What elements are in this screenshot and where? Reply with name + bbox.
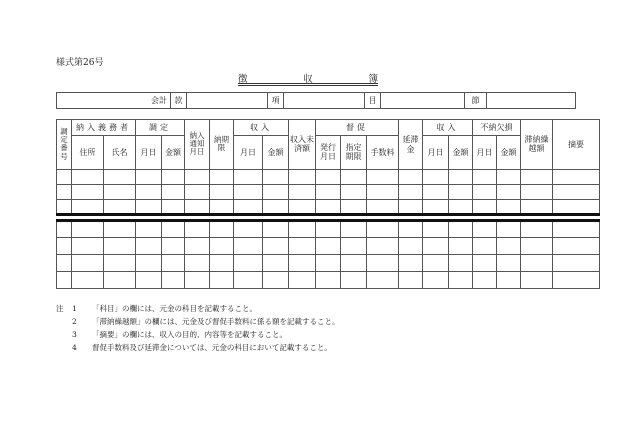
ledger-cell[interactable] bbox=[473, 221, 497, 238]
note-number: 1 bbox=[72, 304, 77, 313]
tesuryo-header: 手数料 bbox=[367, 136, 399, 170]
ledger-cell[interactable] bbox=[234, 255, 263, 272]
ledger-cell[interactable] bbox=[521, 170, 553, 185]
note-item bbox=[56, 341, 340, 354]
ledger-cell[interactable] bbox=[185, 221, 210, 238]
ledger-table bbox=[56, 119, 600, 289]
ledger-cell[interactable] bbox=[185, 170, 210, 185]
ledger-cell[interactable] bbox=[399, 170, 423, 185]
ledger-row bbox=[57, 272, 600, 289]
shunyu-header: 収入 bbox=[234, 120, 289, 136]
ledger-cell[interactable] bbox=[399, 221, 423, 238]
ledger-cell[interactable] bbox=[423, 238, 449, 255]
ledger-cell[interactable] bbox=[162, 272, 185, 289]
shitei-kigen-header: 指定期限 bbox=[341, 136, 367, 170]
tsukihi-header: 月日 bbox=[423, 136, 449, 170]
ledger-cell[interactable] bbox=[136, 238, 162, 255]
ledger-cell[interactable] bbox=[423, 200, 449, 215]
ledger-cell[interactable] bbox=[210, 272, 234, 289]
ledger-body-top bbox=[57, 170, 600, 215]
ledger-cell[interactable] bbox=[497, 255, 521, 272]
ledger-cell[interactable] bbox=[449, 221, 473, 238]
ledger-cell[interactable] bbox=[234, 238, 263, 255]
kingaku-header: 金額 bbox=[449, 136, 473, 170]
ledger-cell[interactable] bbox=[553, 170, 600, 185]
ledger-cell[interactable] bbox=[162, 221, 185, 238]
kou-label: 項 bbox=[268, 93, 284, 109]
ledger-cell[interactable] bbox=[553, 272, 600, 289]
ledger-cell[interactable] bbox=[473, 200, 497, 215]
ledger-cell[interactable] bbox=[316, 255, 341, 272]
nonyu-gimusha-header: 納入義務者 bbox=[72, 120, 136, 136]
ledger-cell[interactable] bbox=[399, 185, 423, 200]
notes-section bbox=[56, 302, 340, 354]
ledger-cell[interactable] bbox=[263, 238, 289, 255]
ledger-cell[interactable] bbox=[136, 200, 162, 215]
ledger-cell[interactable] bbox=[341, 200, 367, 215]
ledger-cell[interactable] bbox=[162, 170, 185, 185]
ledger-cell[interactable] bbox=[104, 221, 136, 238]
ledger-cell[interactable] bbox=[162, 238, 185, 255]
ledger-cell[interactable] bbox=[367, 221, 399, 238]
ledger-cell[interactable] bbox=[185, 272, 210, 289]
ledger-cell[interactable] bbox=[210, 221, 234, 238]
ledger-cell[interactable] bbox=[473, 185, 497, 200]
ledger-cell[interactable] bbox=[289, 238, 316, 255]
ledger-cell[interactable] bbox=[136, 185, 162, 200]
ledger-cell[interactable] bbox=[162, 255, 185, 272]
ledger-cell[interactable] bbox=[521, 272, 553, 289]
ledger-cell[interactable] bbox=[289, 255, 316, 272]
ledger-cell[interactable] bbox=[210, 170, 234, 185]
kingaku-header: 金額 bbox=[162, 136, 185, 170]
tsukihi-header: 月日 bbox=[234, 136, 263, 170]
ledger-cell[interactable] bbox=[473, 272, 497, 289]
jusho-header: 住所 bbox=[72, 136, 104, 170]
note-text: 「科目」の欄には、元金の科目を記載すること。 bbox=[92, 304, 257, 313]
ledger-cell[interactable] bbox=[136, 272, 162, 289]
title-underline bbox=[238, 83, 378, 84]
ledger-cell[interactable] bbox=[423, 272, 449, 289]
tekiyo-header: 摘要 bbox=[553, 120, 600, 170]
ledger-cell[interactable] bbox=[399, 255, 423, 272]
ledger-cell[interactable] bbox=[423, 185, 449, 200]
note-item bbox=[56, 328, 340, 341]
ledger-cell[interactable] bbox=[210, 185, 234, 200]
note-text: 「摘要」の欄には、収入の目的、内容等を記載すること。 bbox=[92, 330, 287, 339]
ledger-cell[interactable] bbox=[72, 221, 104, 238]
ledger-cell[interactable] bbox=[234, 272, 263, 289]
ledger-cell[interactable] bbox=[104, 238, 136, 255]
note-text: 督促手数料及び延滞金については、元金の科目において記載すること。 bbox=[92, 343, 332, 352]
title-char: 収 bbox=[303, 74, 313, 85]
ledger-cell[interactable] bbox=[367, 185, 399, 200]
ledger-cell[interactable] bbox=[185, 185, 210, 200]
ledger-row bbox=[57, 255, 600, 272]
ledger-cell[interactable] bbox=[210, 200, 234, 215]
ledger-cell[interactable] bbox=[136, 170, 162, 185]
ledger-cell[interactable] bbox=[289, 221, 316, 238]
shunyu-misai-header: 収入未済額 bbox=[289, 120, 316, 170]
ledger-cell[interactable] bbox=[263, 272, 289, 289]
ledger-row bbox=[57, 170, 600, 185]
tsukihi-header: 月日 bbox=[136, 136, 162, 170]
kingaku-header: 金額 bbox=[263, 136, 289, 170]
ledger-cell[interactable] bbox=[449, 170, 473, 185]
ledger-cell[interactable] bbox=[423, 170, 449, 185]
ledger-row bbox=[57, 221, 600, 238]
ledger-cell[interactable] bbox=[72, 255, 104, 272]
ledger-cell[interactable] bbox=[553, 185, 600, 200]
tokusoku-header: 督促 bbox=[316, 120, 399, 136]
setsu-label: 節 bbox=[465, 93, 487, 109]
hakko-tsukihi-header: 発行月日 bbox=[316, 136, 341, 170]
ledger-cell[interactable] bbox=[341, 221, 367, 238]
ledger-cell[interactable] bbox=[423, 221, 449, 238]
ledger-cell[interactable] bbox=[341, 272, 367, 289]
ledger-cell[interactable] bbox=[136, 255, 162, 272]
ledger-cell[interactable] bbox=[399, 200, 423, 215]
title-char: 簿 bbox=[368, 74, 378, 85]
ledger-cell[interactable] bbox=[367, 238, 399, 255]
note-number: 4 bbox=[72, 343, 77, 352]
title-underline bbox=[238, 85, 378, 86]
ledger-row bbox=[57, 238, 600, 255]
ledger-cell[interactable] bbox=[449, 238, 473, 255]
ledger-cell[interactable] bbox=[497, 221, 521, 238]
ledger-cell[interactable] bbox=[185, 200, 210, 215]
tainou-kurikoshi-header: 滞納繰越額 bbox=[521, 120, 553, 170]
ledger-cell[interactable] bbox=[497, 272, 521, 289]
ledger-cell[interactable] bbox=[72, 185, 104, 200]
ledger-cell[interactable] bbox=[185, 255, 210, 272]
note-number: 2 bbox=[72, 317, 77, 326]
kan-label: 款 bbox=[171, 93, 187, 109]
ledger-cell[interactable] bbox=[234, 170, 263, 185]
ledger-cell[interactable] bbox=[72, 272, 104, 289]
ledger-cell[interactable] bbox=[553, 221, 600, 238]
ledger-cell[interactable] bbox=[57, 238, 72, 255]
entaikin-header: 延滞金 bbox=[399, 120, 423, 170]
ledger-cell[interactable] bbox=[521, 200, 553, 215]
ledger-cell[interactable] bbox=[136, 221, 162, 238]
ledger-cell[interactable] bbox=[521, 255, 553, 272]
ledger-cell[interactable] bbox=[449, 200, 473, 215]
ledger-cell[interactable] bbox=[316, 170, 341, 185]
note-number: 3 bbox=[72, 330, 77, 339]
ledger-cell[interactable] bbox=[263, 200, 289, 215]
ledger-cell[interactable] bbox=[57, 200, 72, 215]
ledger-cell[interactable] bbox=[72, 200, 104, 215]
ledger-cell[interactable] bbox=[399, 272, 423, 289]
ledger-cell[interactable] bbox=[367, 255, 399, 272]
ledger-cell[interactable] bbox=[289, 200, 316, 215]
ledger-cell[interactable] bbox=[289, 170, 316, 185]
ledger-cell[interactable] bbox=[521, 185, 553, 200]
ledger-cell[interactable] bbox=[57, 170, 72, 185]
kan-field[interactable] bbox=[187, 93, 268, 109]
ledger-cell[interactable] bbox=[497, 200, 521, 215]
ledger-cell[interactable] bbox=[72, 170, 104, 185]
ledger-cell[interactable] bbox=[341, 255, 367, 272]
ledger-cell[interactable] bbox=[234, 185, 263, 200]
ledger-cell[interactable] bbox=[72, 238, 104, 255]
ledger-cell[interactable] bbox=[185, 238, 210, 255]
ledger-cell[interactable] bbox=[341, 238, 367, 255]
ledger-cell[interactable] bbox=[210, 238, 234, 255]
ledger-cell[interactable] bbox=[263, 221, 289, 238]
ledger-cell[interactable] bbox=[263, 185, 289, 200]
ledger-cell[interactable] bbox=[104, 272, 136, 289]
ledger-cell[interactable] bbox=[162, 200, 185, 215]
ledger-cell[interactable] bbox=[104, 255, 136, 272]
title-char: 徴 bbox=[238, 74, 248, 85]
ledger-cell[interactable] bbox=[263, 170, 289, 185]
ledger-cell[interactable] bbox=[367, 272, 399, 289]
ledger-cell[interactable] bbox=[473, 170, 497, 185]
ledger-row bbox=[57, 200, 600, 215]
ledger-cell[interactable] bbox=[553, 200, 600, 215]
ledger-cell[interactable] bbox=[553, 238, 600, 255]
ledger-cell[interactable] bbox=[234, 221, 263, 238]
ledger-cell[interactable] bbox=[497, 185, 521, 200]
ledger-cell[interactable] bbox=[473, 255, 497, 272]
ledger-cell[interactable] bbox=[553, 255, 600, 272]
ledger-cell[interactable] bbox=[521, 238, 553, 255]
shunyu2-header: 収入 bbox=[423, 120, 473, 136]
ledger-cell[interactable] bbox=[497, 238, 521, 255]
moku-field[interactable] bbox=[381, 93, 465, 109]
ledger-cell[interactable] bbox=[449, 185, 473, 200]
ledger-cell[interactable] bbox=[341, 185, 367, 200]
tsukihi-header: 月日 bbox=[473, 136, 497, 170]
account-table bbox=[56, 92, 576, 109]
ledger-cell[interactable] bbox=[57, 221, 72, 238]
ledger-cell[interactable] bbox=[210, 255, 234, 272]
noki-header: 納期限 bbox=[210, 120, 234, 170]
ledger-cell[interactable] bbox=[497, 170, 521, 185]
ledger-cell[interactable] bbox=[423, 255, 449, 272]
ledger-cell[interactable] bbox=[316, 185, 341, 200]
chotei-bango-header: 調定番号 bbox=[57, 120, 72, 170]
ledger-cell[interactable] bbox=[162, 185, 185, 200]
note-prefix bbox=[56, 341, 72, 354]
note-text: 「滞納繰越額」の欄には、元金及び督促手数料に係る額を記載すること。 bbox=[92, 317, 340, 326]
note-prefix bbox=[56, 315, 72, 328]
ledger-cell[interactable] bbox=[104, 185, 136, 200]
moku-label: 目 bbox=[365, 93, 381, 109]
ledger-cell[interactable] bbox=[367, 170, 399, 185]
ledger-cell[interactable] bbox=[263, 255, 289, 272]
ledger-cell[interactable] bbox=[316, 200, 341, 215]
ledger-cell[interactable] bbox=[104, 170, 136, 185]
ledger-cell[interactable] bbox=[289, 185, 316, 200]
ledger-cell[interactable] bbox=[289, 272, 316, 289]
ledger-body-bottom bbox=[57, 221, 600, 289]
ledger-cell[interactable] bbox=[521, 221, 553, 238]
note-item bbox=[56, 315, 340, 328]
ledger-cell[interactable] bbox=[57, 185, 72, 200]
ledger-cell[interactable] bbox=[234, 200, 263, 215]
ledger-cell[interactable] bbox=[104, 200, 136, 215]
shimei-header: 氏名 bbox=[104, 136, 136, 170]
ledger-cell[interactable] bbox=[449, 272, 473, 289]
note-item bbox=[56, 302, 340, 315]
ledger-cell[interactable] bbox=[399, 238, 423, 255]
ledger-cell[interactable] bbox=[57, 272, 72, 289]
setsu-field[interactable] bbox=[487, 93, 576, 109]
ledger-row bbox=[57, 185, 600, 200]
ledger-cell[interactable] bbox=[367, 200, 399, 215]
chotei-header: 調定 bbox=[136, 120, 185, 136]
kou-field[interactable] bbox=[284, 93, 365, 109]
ledger-cell[interactable] bbox=[316, 221, 341, 238]
form-number: 様式第26号 bbox=[56, 58, 104, 68]
funo-kesson-header: 不納欠損 bbox=[473, 120, 521, 136]
kingaku-header: 金額 bbox=[497, 136, 521, 170]
ledger-cell[interactable] bbox=[316, 238, 341, 255]
kaikei-label: 会計 bbox=[57, 93, 171, 109]
nonyu-tsuchi-header: 納入通知月日 bbox=[185, 120, 210, 170]
ledger-cell[interactable] bbox=[473, 238, 497, 255]
note-prefix bbox=[56, 328, 72, 341]
note-prefix: 注 bbox=[56, 304, 64, 313]
ledger-cell[interactable] bbox=[341, 170, 367, 185]
ledger-cell[interactable] bbox=[316, 272, 341, 289]
ledger-cell[interactable] bbox=[57, 255, 72, 272]
ledger-cell[interactable] bbox=[449, 255, 473, 272]
